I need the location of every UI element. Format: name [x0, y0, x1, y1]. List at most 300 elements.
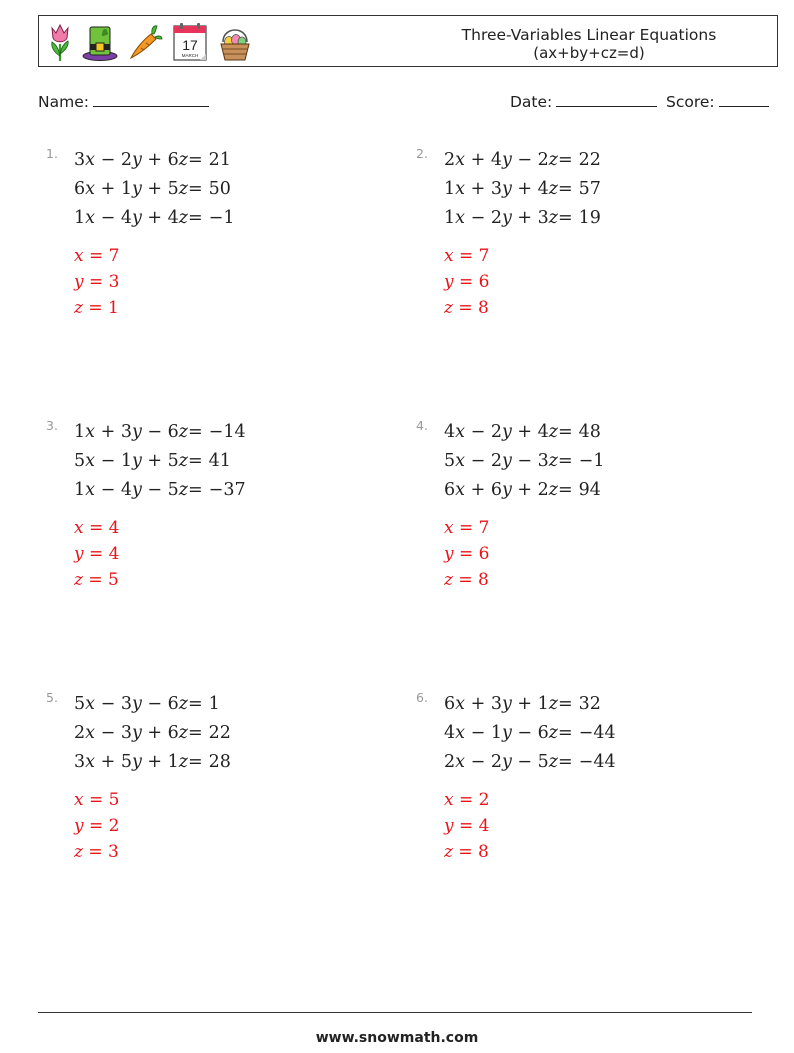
equals-sign: =	[558, 694, 573, 714]
coefficient: 3	[537, 451, 549, 471]
carrot-icon	[127, 22, 163, 62]
variable: z	[548, 422, 559, 442]
operator: +	[465, 179, 491, 199]
answer-line	[444, 518, 490, 544]
worksheet-title: Three-Variables Linear Equations	[461, 26, 717, 44]
variable: x	[85, 179, 96, 199]
answer-value: 8	[478, 570, 489, 590]
equation-rhs: 57	[578, 179, 601, 199]
score-blank[interactable]	[719, 92, 769, 107]
equals-sign: =	[188, 480, 203, 500]
problem-4	[416, 418, 746, 618]
equation-lhs	[444, 752, 559, 772]
coefficient: 4	[120, 480, 132, 500]
answer-variable: z	[444, 298, 453, 318]
equation	[74, 723, 231, 752]
answer-equals: =	[453, 518, 479, 538]
equation	[74, 694, 231, 723]
equals-sign: =	[188, 451, 203, 471]
equals-sign: =	[558, 451, 573, 471]
answer-variable: x	[74, 518, 84, 538]
equation-lhs	[444, 723, 559, 743]
equation	[74, 752, 231, 781]
equation-lhs	[444, 694, 559, 714]
coefficient: 3	[490, 694, 502, 714]
coefficient: 6	[167, 150, 179, 170]
variable: x	[455, 723, 466, 743]
answer-variable: x	[444, 246, 454, 266]
coefficient: 1	[120, 451, 132, 471]
name-field	[38, 92, 209, 111]
problem-6	[416, 690, 746, 890]
answer-line	[74, 816, 120, 842]
variable: x	[85, 480, 96, 500]
operator: +	[465, 150, 491, 170]
variable: x	[85, 451, 96, 471]
coefficient: 2	[537, 150, 549, 170]
answer-equals: =	[453, 816, 479, 836]
name-blank[interactable]	[93, 92, 209, 107]
problem-number: 6.	[416, 690, 428, 705]
operator: −	[95, 480, 121, 500]
date-field	[510, 92, 657, 111]
equation	[444, 723, 616, 752]
variable: z	[178, 208, 189, 228]
variable: x	[455, 208, 466, 228]
operator: +	[141, 179, 168, 199]
answer-value: 4	[108, 544, 120, 564]
equation-lhs	[74, 422, 189, 442]
operator: +	[95, 752, 121, 772]
variable: z	[548, 451, 559, 471]
operator: +	[465, 480, 491, 500]
variable: y	[501, 150, 512, 170]
answer-equals: =	[83, 272, 109, 292]
variable: x	[455, 422, 466, 442]
equation-rhs: 48	[578, 422, 601, 442]
answer-equals: =	[82, 298, 109, 318]
variable: y	[501, 451, 512, 471]
operator: −	[465, 208, 491, 228]
equation	[74, 208, 234, 237]
coefficient: 5	[167, 451, 179, 471]
answer-value: 1	[108, 298, 119, 318]
operator: −	[95, 723, 121, 743]
score-label: Score:	[666, 93, 715, 111]
answer-value: 2	[478, 790, 490, 810]
date-blank[interactable]	[556, 92, 657, 107]
variable: y	[131, 752, 142, 772]
variable: y	[131, 150, 142, 170]
operator: −	[511, 150, 538, 170]
coefficient: 5	[167, 179, 179, 199]
coefficient: 4	[490, 150, 502, 170]
variable: z	[178, 694, 189, 714]
answer-line	[74, 272, 120, 298]
variable: z	[178, 752, 189, 772]
operator: −	[95, 150, 121, 170]
operator: +	[95, 179, 121, 199]
coefficient: 6	[490, 480, 502, 500]
operator: +	[511, 480, 538, 500]
equation-rhs: −37	[208, 480, 246, 500]
answer-variable: x	[74, 790, 84, 810]
calendar-day: 17	[182, 37, 198, 53]
coefficient: 6	[537, 723, 549, 743]
answer-equals: =	[82, 570, 109, 590]
variable: y	[501, 723, 512, 743]
operator: −	[465, 451, 491, 471]
equation-rhs: 19	[578, 208, 601, 228]
answer-key	[74, 246, 120, 324]
coefficient: 2	[490, 451, 502, 471]
equals-sign: =	[558, 752, 573, 772]
coefficient: 6	[74, 179, 86, 199]
operator: −	[95, 451, 121, 471]
equals-sign: =	[188, 694, 203, 714]
coefficient: 2	[490, 752, 502, 772]
answer-variable: y	[74, 816, 84, 836]
equation	[444, 179, 601, 208]
operator: −	[141, 480, 168, 500]
equation-system	[444, 422, 604, 509]
operator: +	[141, 208, 168, 228]
equals-sign: =	[188, 179, 203, 199]
equation-lhs	[74, 752, 189, 772]
answer-line	[74, 570, 120, 596]
variable: z	[548, 208, 559, 228]
equals-sign: =	[188, 752, 203, 772]
name-label: Name:	[38, 93, 89, 111]
variable: y	[501, 179, 512, 199]
answer-variable: z	[444, 570, 453, 590]
coefficient: 3	[537, 208, 549, 228]
answer-value: 6	[478, 544, 490, 564]
coefficient: 1	[74, 480, 86, 500]
worksheet-title-block	[439, 26, 739, 62]
variable: x	[85, 150, 96, 170]
equation	[444, 451, 604, 480]
coefficient: 6	[444, 480, 456, 500]
answer-line	[444, 246, 490, 272]
worksheet-subtitle: (ax+by+cz=d)	[533, 44, 645, 62]
answer-variable: y	[74, 272, 84, 292]
variable: y	[131, 179, 142, 199]
answer-value: 3	[108, 272, 120, 292]
answer-value: 6	[478, 272, 490, 292]
answer-variable: x	[74, 246, 84, 266]
answer-line	[444, 272, 490, 298]
answer-variable: x	[444, 518, 454, 538]
coefficient: 2	[490, 208, 502, 228]
equation-system	[74, 150, 234, 237]
answer-line	[444, 570, 490, 596]
equals-sign: =	[188, 208, 203, 228]
problem-number: 2.	[416, 146, 428, 161]
equation-lhs	[74, 208, 189, 228]
equation-rhs: 22	[208, 723, 231, 743]
variable: z	[178, 480, 189, 500]
operator: −	[511, 723, 538, 743]
answer-value: 5	[108, 790, 120, 810]
coefficient: 1	[537, 694, 549, 714]
operator: +	[95, 422, 121, 442]
coefficient: 6	[167, 422, 179, 442]
answer-equals: =	[83, 544, 109, 564]
operator: −	[511, 451, 538, 471]
coefficient: 2	[444, 752, 456, 772]
variable: z	[548, 150, 559, 170]
answer-line	[74, 246, 120, 272]
equation	[74, 422, 246, 451]
equation-system	[74, 422, 246, 509]
variable: y	[131, 208, 142, 228]
operator: −	[141, 422, 168, 442]
answer-equals: =	[83, 816, 109, 836]
answer-line	[74, 518, 120, 544]
coefficient: 5	[537, 752, 549, 772]
coefficient: 2	[444, 150, 456, 170]
variable: x	[455, 451, 466, 471]
answer-variable: y	[444, 272, 454, 292]
answer-key	[74, 790, 120, 868]
variable: y	[501, 694, 512, 714]
equation-rhs: 32	[578, 694, 601, 714]
problem-number: 5.	[46, 690, 58, 705]
answer-line	[74, 842, 120, 868]
footer-site: www.snowmath.com	[315, 1030, 479, 1046]
equation-lhs	[74, 723, 189, 743]
variable: y	[131, 480, 142, 500]
equation-lhs	[444, 480, 559, 500]
coefficient: 4	[120, 208, 132, 228]
coefficient: 1	[444, 208, 456, 228]
variable: z	[548, 752, 559, 772]
equation-rhs: −1	[578, 451, 605, 471]
variable: y	[501, 480, 512, 500]
equation	[74, 451, 246, 480]
equation-rhs: −44	[578, 723, 616, 743]
variable: z	[178, 150, 189, 170]
equation	[444, 694, 616, 723]
answer-line	[74, 298, 120, 324]
answer-line	[444, 842, 490, 868]
answer-value: 7	[478, 246, 490, 266]
answer-value: 8	[478, 298, 489, 318]
equation	[444, 752, 616, 781]
answer-key	[444, 790, 490, 868]
equals-sign: =	[558, 150, 573, 170]
equation-lhs	[74, 179, 189, 199]
variable: x	[455, 179, 466, 199]
coefficient: 1	[490, 723, 502, 743]
variable: z	[178, 179, 189, 199]
equation-rhs: 41	[208, 451, 231, 471]
tulip-icon	[47, 22, 73, 62]
coefficient: 1	[120, 179, 132, 199]
answer-equals: =	[453, 272, 479, 292]
answer-equals: =	[452, 570, 479, 590]
coefficient: 3	[120, 694, 132, 714]
calendar-month: MARCH	[181, 53, 199, 58]
operator: −	[141, 694, 168, 714]
coefficient: 3	[74, 752, 86, 772]
coefficient: 3	[120, 422, 132, 442]
answer-variable: z	[74, 298, 83, 318]
equation-system	[444, 694, 616, 781]
operator: −	[465, 752, 491, 772]
equation	[74, 150, 234, 179]
operator: −	[95, 694, 121, 714]
answer-value: 4	[478, 816, 490, 836]
equals-sign: =	[188, 422, 203, 442]
answer-equals: =	[453, 246, 479, 266]
equation	[444, 208, 601, 237]
answer-value: 7	[478, 518, 490, 538]
operator: +	[141, 150, 168, 170]
operator: −	[95, 208, 121, 228]
operator: +	[511, 179, 538, 199]
header-icons	[47, 21, 253, 63]
variable: x	[85, 422, 96, 442]
coefficient: 4	[444, 723, 456, 743]
problem-5	[46, 690, 376, 890]
variable: x	[455, 150, 466, 170]
coefficient: 2	[74, 723, 86, 743]
answer-value: 5	[108, 570, 119, 590]
operator: +	[141, 451, 168, 471]
coefficient: 4	[444, 422, 456, 442]
equation-lhs	[74, 150, 189, 170]
answer-value: 7	[108, 246, 120, 266]
operator: +	[511, 694, 538, 714]
answer-key	[444, 518, 490, 596]
equation-lhs	[444, 451, 559, 471]
operator: +	[141, 752, 168, 772]
operator: −	[511, 752, 538, 772]
problem-number: 3.	[46, 418, 58, 433]
problem-2	[416, 146, 746, 346]
equation-rhs: −1	[208, 208, 235, 228]
answer-value: 2	[108, 816, 120, 836]
coefficient: 3	[490, 179, 502, 199]
answer-variable: z	[74, 842, 83, 862]
equals-sign: =	[558, 480, 573, 500]
score-field	[666, 92, 769, 111]
answer-equals: =	[453, 544, 479, 564]
equation	[444, 480, 604, 509]
coefficient: 5	[167, 480, 179, 500]
answer-equals: =	[82, 842, 109, 862]
footer-divider	[38, 1012, 752, 1013]
answer-line	[74, 790, 120, 816]
answer-value: 8	[478, 842, 489, 862]
coefficient: 1	[74, 208, 86, 228]
coefficient: 5	[444, 451, 456, 471]
operator: +	[465, 694, 491, 714]
variable: x	[455, 752, 466, 772]
operator: −	[465, 422, 491, 442]
variable: y	[501, 752, 512, 772]
coefficient: 1	[444, 179, 456, 199]
equals-sign: =	[558, 422, 573, 442]
operator: +	[511, 208, 538, 228]
variable: z	[548, 179, 559, 199]
equation-rhs: 22	[578, 150, 601, 170]
variable: y	[131, 451, 142, 471]
variable: x	[455, 694, 466, 714]
coefficient: 4	[537, 422, 549, 442]
answer-line	[74, 544, 120, 570]
answer-key	[74, 518, 120, 596]
equals-sign: =	[558, 208, 573, 228]
answer-line	[444, 298, 490, 324]
answer-line	[444, 544, 490, 570]
answer-equals: =	[453, 790, 479, 810]
equation-system	[74, 694, 231, 781]
equation	[74, 179, 234, 208]
variable: z	[178, 422, 189, 442]
equation-rhs: 28	[208, 752, 231, 772]
equation-lhs	[74, 480, 189, 500]
equation-lhs	[74, 451, 189, 471]
equation-lhs	[74, 694, 189, 714]
answer-equals: =	[83, 246, 109, 266]
variable: x	[85, 752, 96, 772]
coefficient: 4	[167, 208, 179, 228]
coefficient: 6	[167, 723, 179, 743]
coefficient: 2	[490, 422, 502, 442]
coefficient: 6	[444, 694, 456, 714]
variable: x	[85, 208, 96, 228]
coefficient: 2	[537, 480, 549, 500]
answer-variable: y	[444, 544, 454, 564]
equation	[444, 150, 601, 179]
problem-number: 4.	[416, 418, 428, 433]
variable: y	[501, 422, 512, 442]
easter-basket-icon	[217, 22, 253, 62]
problem-number: 1.	[46, 146, 58, 161]
answer-line	[444, 790, 490, 816]
answer-line	[444, 816, 490, 842]
equation-lhs	[444, 208, 559, 228]
answer-value: 3	[108, 842, 119, 862]
answer-equals: =	[83, 790, 109, 810]
equation-lhs	[444, 150, 559, 170]
equation-rhs: 50	[208, 179, 231, 199]
equation-lhs	[444, 179, 559, 199]
worksheet-header	[38, 15, 778, 67]
equation-rhs: −44	[578, 752, 616, 772]
equals-sign: =	[188, 150, 203, 170]
coefficient: 5	[74, 694, 86, 714]
answer-variable: y	[74, 544, 84, 564]
answer-key	[444, 246, 490, 324]
equals-sign: =	[188, 723, 203, 743]
variable: x	[85, 694, 96, 714]
problem-3	[46, 418, 376, 618]
equation-lhs	[444, 422, 559, 442]
equation	[444, 422, 604, 451]
answer-equals: =	[452, 842, 479, 862]
variable: z	[548, 723, 559, 743]
answer-variable: z	[74, 570, 83, 590]
coefficient: 5	[74, 451, 86, 471]
equation-rhs: 21	[208, 150, 231, 170]
variable: z	[178, 723, 189, 743]
equals-sign: =	[558, 723, 573, 743]
operator: −	[465, 723, 491, 743]
